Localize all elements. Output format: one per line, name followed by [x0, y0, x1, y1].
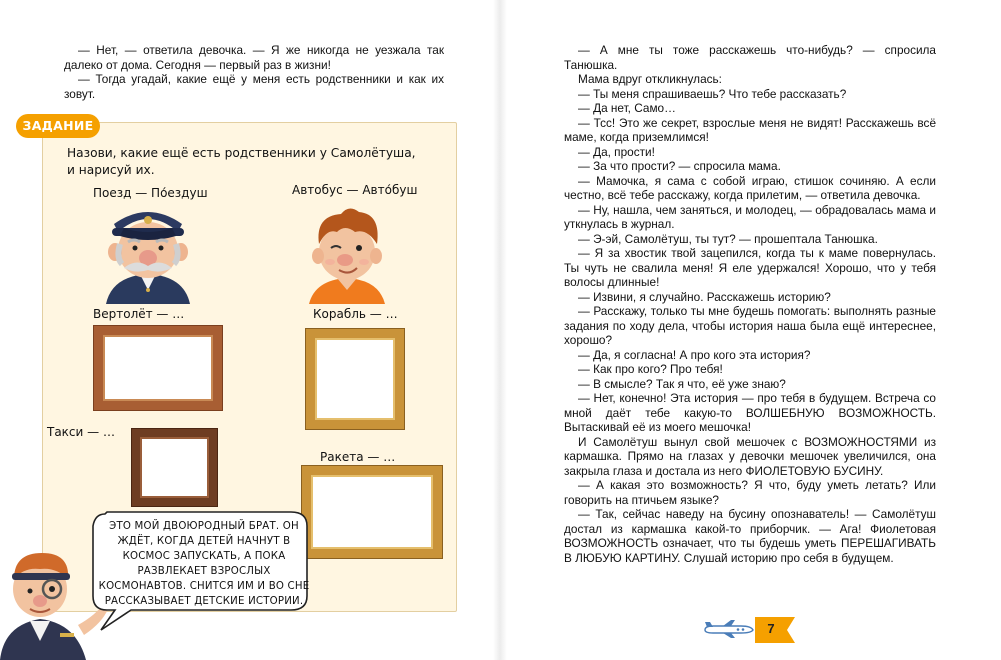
story-paragraph: — Тсс! Это же секрет, взрослые меня не видят! Расскажешь всё маме, когда приземлимся! [564, 115, 936, 144]
story-paragraph: — В смысле? Так я что, её уже знаю? [578, 376, 786, 391]
label-rocket: Ракета — … [320, 450, 396, 464]
speech-bubble-text: ЭТО МОЙ ДВОЮРОДНЫЙ БРАТ. ОН ЖДЁТ, КОГДА ДЕТЕЙ НАЧНУТ В КОСМОС ЗАПУСКАТЬ, А ПОКА РАЗВЛЕКАЕТ ВЗРОСЛЫХ КОСМОНАВТОВ. СНИТСЯ ИМ И ВО СНЕ РАССКАЗЫВАЕТ ДЕТСКИЕ ИСТОРИИ. [98, 521, 310, 607]
left-story-text [64, 43, 444, 101]
story-paragraph: — Мамочка, я сама с собой играю, стишок сочиняю. А если честно, всё тебе расскажу, когда прилетим, — ответила девочка. [564, 173, 936, 202]
label-ship: Корабль — … [313, 307, 398, 321]
story-paragraph: — Так, сейчас наведу на бусину опознаватель! — Самолётуш достал из кармашка какой-то приборчик. — Ага! Фиолетовая ВОЗМОЖНОСТЬ означает, что ты будешь уметь ПЕРЕШАГИВАТЬ В ЛЮБУЮ КАРТИНУ. Слушай историю про себя в будущем. [564, 507, 936, 565]
task-tag: ЗАДАНИЕ [16, 114, 100, 138]
task-instruction [67, 145, 416, 179]
story-paragraph: Мама вдруг откликнулась: [578, 72, 722, 86]
task-instruction-line: Назови, какие ещё есть родственники у Самолётуша, [67, 146, 416, 160]
drawing-frame-taxi[interactable] [132, 429, 217, 506]
story-paragraph: — Нет, — ответила девочка. — Я же никогда не уезжала так далеко от дома. Сегодня — первый раз в жизни! [64, 43, 444, 72]
story-paragraph: — За что прости? — спросила мама. [578, 159, 781, 173]
label-train: Поезд — По́ездуш [93, 186, 208, 200]
story-paragraph: — Расскажу, только ты мне будешь помогать: выполнять разные задания по ходу дела, чтобы история наша была ещё интереснее, хорошо? [564, 304, 936, 347]
airplane-icon [703, 619, 755, 639]
story-paragraph: — Я за хвостик твой зацепился, когда ты к маме повернулась. Ты чуть не свалила меня! Я еле удержался! Хорошо, что у тебя волосы длинные! [564, 246, 936, 289]
story-paragraph: — А мне ты тоже расскажешь что-нибудь? — спросила Танюшка. [564, 43, 936, 72]
drawing-frame-helicopter[interactable] [94, 326, 222, 410]
drawing-frame-rocket[interactable] [302, 466, 442, 558]
story-paragraph: — Нет, конечно! Эта история — про тебя в будущем. Встреча со мной даёт тебе какую-то ВОЛШЕБНУЮ ВОЗМОЖНОСТЬ. Вытаскивай её из моего мешочка! [564, 391, 936, 434]
label-taxi: Такси — … [47, 425, 115, 439]
story-paragraph: — Да, прости! [578, 144, 655, 159]
story-paragraph: — Э-эй, Самолётуш, ты тут? — прошептала Танюшка. [578, 231, 878, 246]
bus-character-illustration [297, 198, 397, 304]
story-paragraph: — Да нет, Само… [578, 101, 676, 115]
story-paragraph: — Тогда угадай, какие ещё у меня есть родственники и как их зовут. [64, 72, 444, 101]
story-paragraph: — Извини, я случайно. Расскажешь историю? [578, 289, 831, 304]
story-paragraph: — Да, я согласна! А про кого эта история? [578, 347, 811, 362]
right-story-text [564, 43, 936, 565]
story-paragraph: — Ну, нашла, чем заняться, и молодец, — обрадовалась мама и уткнулась в журнал. [564, 202, 936, 231]
story-paragraph: — Ты меня спрашиваешь? Что тебе рассказать? [578, 86, 847, 101]
label-bus: Автобус — Авто́буш [292, 183, 418, 197]
label-helicopter: Вертолёт — … [93, 307, 185, 321]
page-number: 7 [767, 621, 775, 636]
drawing-frame-ship[interactable] [306, 329, 404, 429]
task-instruction-line: и нарисуй их. [67, 163, 155, 177]
story-paragraph: И Самолётуш вынул свой мешочек с ВОЗМОЖНОСТЯМИ из кармашка. Прямо на глазах у девочки мешочек увеличился, она закрыла глаза и достала из него ФИОЛЕТОВУЮ БУСИНУ. [564, 434, 936, 478]
train-character-illustration [98, 198, 198, 304]
left-page [0, 0, 500, 660]
story-paragraph: — Как про кого? Про тебя! [578, 362, 723, 376]
story-paragraph: — А какая это возможность? Я что, буду уметь летать? Или говорить на птичьем языке? [564, 478, 936, 507]
